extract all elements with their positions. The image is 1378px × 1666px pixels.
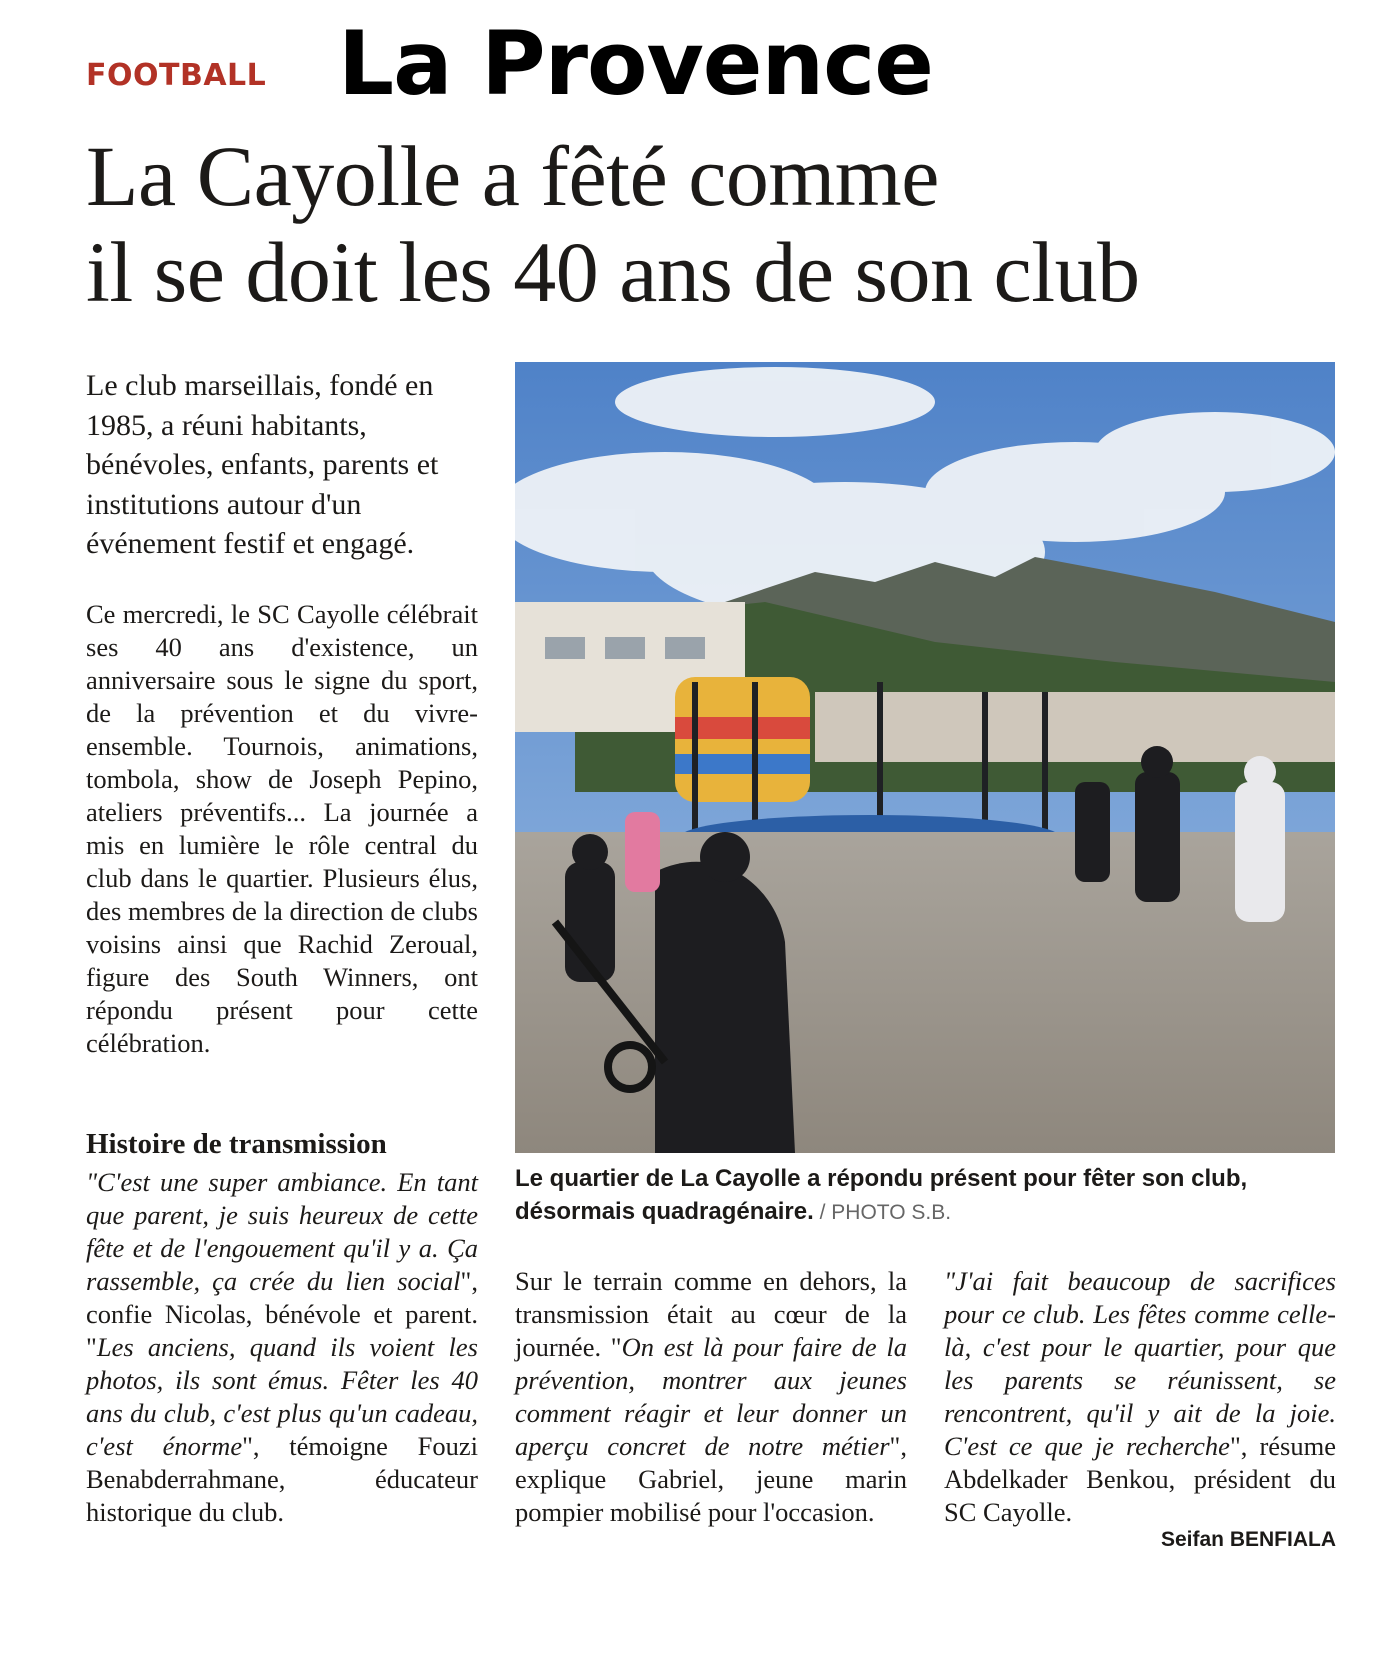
photo-credit: / PHOTO S.B.	[813, 1201, 952, 1224]
photo-caption	[515, 1162, 1355, 1229]
quote-nicolas: "C'est une super ambiance. En tant que parent, je suis heureux de cette fête et de l'engouement qu'il y a. Ça rassemble, ça crée du lien social	[86, 1167, 478, 1296]
section-rubric: FOOTBALL	[86, 58, 267, 93]
paragraph-3-text-a: Sur le terrain comme en dehors, la transmission était au cœur de la journée. "	[515, 1266, 907, 1362]
paragraph-4	[944, 1265, 1336, 1529]
festival-scene-illustration	[515, 362, 1335, 1153]
quote-gabriel: On est là pour faire de la prévention, montrer aux jeunes comment réagir et leur donner un aperçu concret de notre métier	[515, 1332, 907, 1461]
paragraph-2-text-b: ", témoigne Fouzi Benabderrahmane, éducateur historique du club.	[86, 1431, 478, 1527]
article-headline	[86, 128, 1346, 320]
paragraph-2	[86, 1166, 478, 1529]
paragraph-3-text-b: ", explique Gabriel, jeune marin pompier mobilisé pour l'occasion.	[515, 1431, 907, 1527]
paragraph-2-text-a: ", confie Nicolas, bénévole et parent. "	[86, 1266, 478, 1362]
quote-abdelkader: "J'ai fait beaucoup de sacrifices pour ce club. Les fêtes comme celle-là, c'est pour le quartier, pour que les parents se réunissent, se rencontrent, qu'il y ait de la joie. C'est ce que je recherche	[944, 1266, 1336, 1461]
paragraph-4-text: ", résume Abdelkader Benkou, président du SC Cayolle.	[944, 1431, 1336, 1527]
paragraph-3	[515, 1265, 907, 1529]
newspaper-masthead: La Provence	[338, 12, 933, 115]
article-lead: Le club marseillais, fondé en 1985, a réuni habitants, bénévoles, enfants, parents et institutions autour d'un événement festif et engagé.	[86, 369, 439, 560]
quote-fouzi: Les anciens, quand ils voient les photos, ils sont émus. Fêter les 40 ans du club, c'est plus qu'un cadeau, c'est énorme	[86, 1332, 478, 1461]
headline-line-1: La Cayolle a fêté comme	[86, 128, 939, 224]
headline-line-2: il se doit les 40 ans de son club	[86, 224, 1140, 320]
article-subhead: Histoire de transmission	[86, 1128, 387, 1160]
author-signature: Seifan BENFIALA	[1160, 1528, 1336, 1551]
paragraph-1: Ce mercredi, le SC Cayolle célébrait ses 40 ans d'existence, un anniversaire sous le signe du sport, de la prévention et du vivre-ensemble. Tournois, animations, tombola, show de Joseph Pepino, ateliers préventifs... La journée a mis en lumière le rôle central du club dans le quartier. Plusieurs élus, des membres de la direction de clubs voisins ainsi que Rachid Zeroual, figure des South Winners, ont répondu présent pour cette célébration.	[86, 599, 478, 1058]
article-photo	[515, 362, 1335, 1153]
caption-text: Le quartier de La Cayolle a répondu présent pour fêter son club, désormais quadragénaire.	[515, 1165, 1248, 1225]
